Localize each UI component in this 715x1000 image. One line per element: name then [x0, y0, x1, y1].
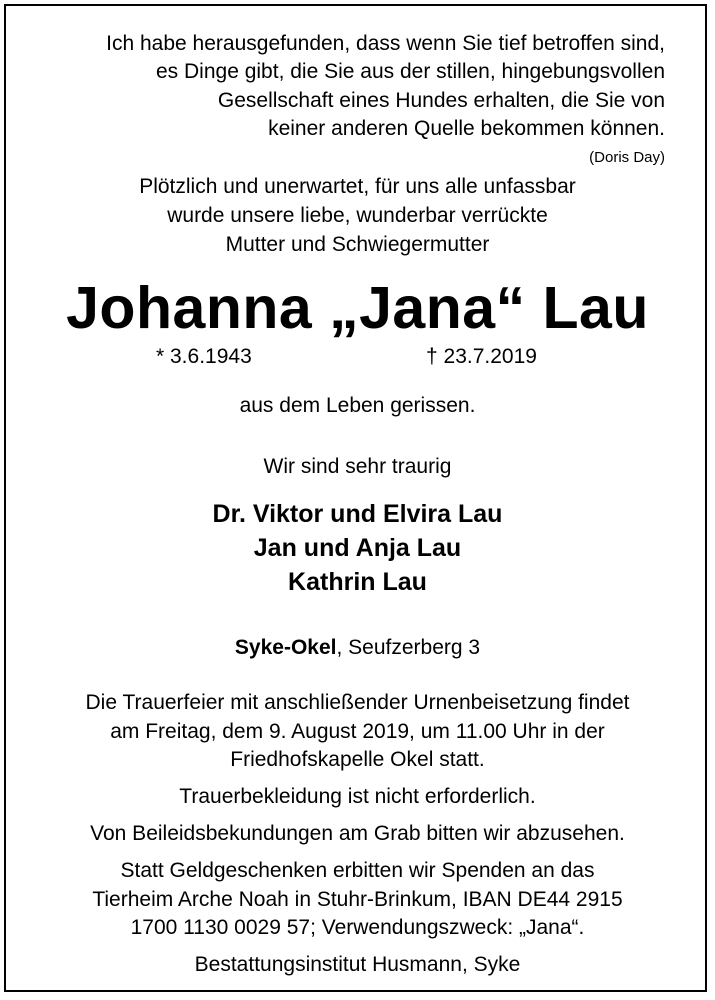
gone-text: aus dem Leben gerissen.: [239, 394, 476, 417]
donation-line: Statt Geldgeschenken erbitten wir Spenden an das: [120, 859, 595, 882]
family-address: [0, 635, 715, 661]
funeral-line: Die Trauerfeier mit anschließender Urnenbeisetzung findet: [85, 691, 630, 714]
intro-line: Mutter und Schwiegermutter: [225, 233, 490, 256]
family-names: [0, 497, 715, 599]
donation-line: 1700 1130 0029 57; Verwendungszweck: „Jana“.: [130, 916, 585, 939]
quote-line: Ich habe herausgefunden, dass wenn Sie tief betroffen sind,: [106, 32, 665, 55]
quote-line: Gesellschaft eines Hundes erhalten, die Sie von: [217, 88, 665, 112]
donation-info: [0, 857, 715, 943]
quote-block: [25, 30, 665, 168]
donation-line: Tierheim Arche Noah in Stuhr-Brinkum, IBAN DE44 2915: [92, 887, 623, 911]
death-date: † 23.7.2019: [426, 345, 537, 368]
family-member: Jan und Anja Lau: [253, 534, 462, 562]
deceased-name: Johanna „Jana“ Lau: [66, 275, 649, 341]
undertaker: Bestattungsinstitut Husmann, Syke: [194, 953, 521, 976]
birth-date: * 3.6.1943: [156, 345, 252, 368]
intro-text: [0, 172, 715, 259]
family-member: Dr. Viktor und Elvira Lau: [212, 500, 503, 528]
family-member: Kathrin Lau: [288, 568, 427, 596]
funeral-line: Friedhofskapelle Okel statt.: [230, 748, 485, 771]
dress-code: Trauerbekleidung ist nicht erforderlich.: [179, 785, 536, 808]
quote-line: keiner anderen Quelle bekommen können.: [268, 117, 665, 141]
intro-line: Plötzlich und unerwartet, für uns alle unfassbar: [139, 175, 576, 198]
address-street: , Seufzerberg 3: [336, 636, 481, 659]
sad-text: Wir sind sehr traurig: [263, 455, 452, 478]
condolence-note: Von Beileidsbekundungen am Grab bitten wir abzusehen.: [90, 822, 625, 845]
funeral-info: [0, 689, 715, 775]
quote-line: es Dinge gibt, die Sie aus der stillen, hingebungsvollen: [156, 60, 665, 84]
intro-line: wurde unsere liebe, wunderbar verrückte: [167, 204, 548, 227]
address-city: Syke-Okel: [234, 636, 337, 659]
funeral-line: am Freitag, dem 9. August 2019, um 11.00 Uhr in der: [110, 719, 605, 743]
quote-author: (Doris Day): [589, 148, 665, 166]
